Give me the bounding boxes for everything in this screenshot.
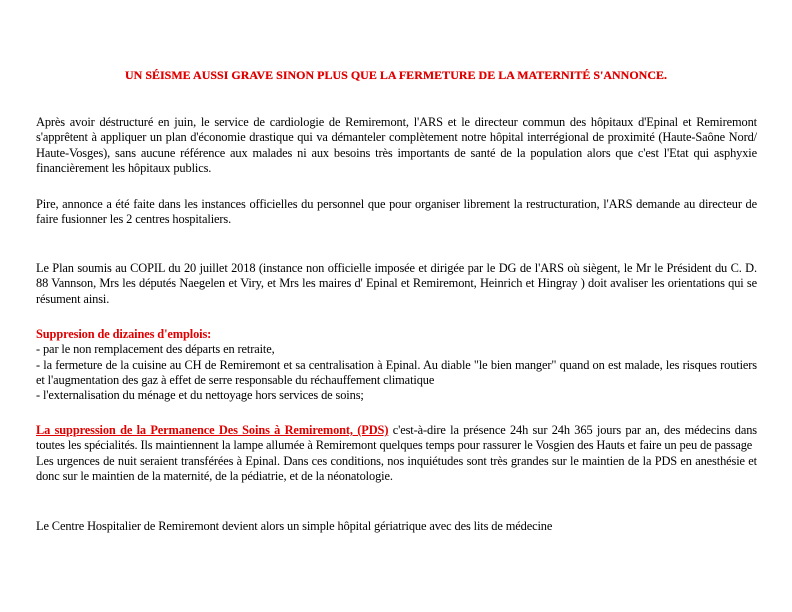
document-title: UN SÉISME AUSSI GRAVE SINON PLUS QUE LA FERMETURE DE LA MATERNITÉ S'ANNONCE. [125,68,667,82]
paragraph-conclusion [36,519,757,534]
paragraph-copil-text: Le Plan soumis au COPIL du 20 juillet 2018 (instance non officielle imposée et dirigée par le DG de l'ARS où siègent, le Mr le Président du C. D. 88 Vannson, Mrs les députés Naegelen et Viry, et Mrs les maires d' Epinal et Remiremont, Heinrich et Hingray ) doit avaliser les orientations qui se résument ainsi. [36,261,757,306]
section-pds-text2: Les urgences de nuit seraient transférées à Epinal. Dans ces conditions, nos inquiétudes sont très grandes sur le maintien de la PDS en anesthésie et donc sur le maintien de la maternité, de la pédiatrie, et de la néonatologie. [36,453,757,483]
section-emplois [36,327,757,403]
section-pds-text: c'est-à-dire la présence 24h sur 24h 365 jours par an, des médecins dans toutes les spécialités. Ils maintiennent la lampe allumée à Remiremont quelques temps pour rassurer le Vosgien des Hauts et faire un peu de passage [36,423,758,453]
paragraph-copil [36,261,757,307]
paragraph-conclusion-text: Le Centre Hospitalier de Remiremont devient alors un simple hôpital gériatrique avec des lits de médecine [36,519,553,533]
list-item: - l'externalisation du ménage et du nettoyage hors services de soins; [36,388,364,403]
paragraph-intro [36,115,757,176]
paragraph-intro-text: Après avoir déstructuré en juin, le service de cardiologie de Remiremont, l'ARS et le directeur commun des hôpitaux d'Epinal et Remiremont s'apprêtent à appliquer un plan d'économie drastique qui va démanteler complètement notre hôpital interrégional de proximité (Haute-Saône Nord/ Haute-Vosges), sans aucune référence aux malades ni aux besoins très importants de santé de la population alors que c'est l'Etat qui asphyxie financièrement les hôpitaux publics. [36,115,757,175]
list-item: - par le non remplacement des départs en retraite, [36,342,275,357]
section-pds-heading: La suppression de la Permanence Des Soins à Remiremont, (PDS) [36,423,389,437]
list-item: - la fermeture de la cuisine au CH de Remiremont et sa centralisation à Epinal. Au diable "le bien manger" quand on est malade, les risques routiers et l'augmentation des gaz à effet de serre responsable du réchauffement climatique [36,357,757,387]
section-pds-paragraph [36,423,757,454]
paragraph-fusion-text: Pire, annonce a été faite dans les instances officielles du personnel que pour organiser librement la restructuration, l'ARS demande au directeur de faire fusionner les 2 centres hospitaliers. [36,197,757,227]
section-emplois-heading: Suppresion de dizaines d'emplois: [36,327,212,341]
paragraph-fusion [36,197,757,228]
section-pds [36,423,757,484]
